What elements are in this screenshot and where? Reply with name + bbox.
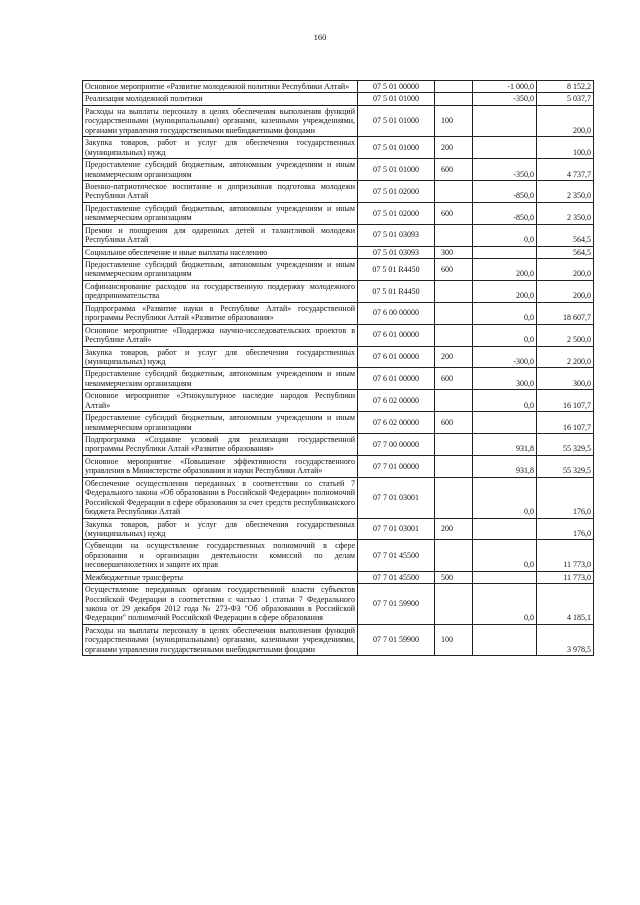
row-change-amount-cell: 0,0 <box>473 224 537 246</box>
row-name-cell: Премии и поощрения для одаренных детей и талантливой молодежи Республики Алтай <box>83 224 358 246</box>
row-total-amount-cell: 100,0 <box>537 137 594 159</box>
row-change-amount-cell: -850,0 <box>473 180 537 202</box>
row-name-cell: Закупка товаров, работ и услуг для обеспечения государственных (муниципальных) нужд <box>83 137 358 159</box>
budget-table-body <box>83 81 594 656</box>
table-row <box>83 224 594 246</box>
row-change-amount-cell <box>473 624 537 655</box>
row-name-cell: Закупка товаров, работ и услуг для обеспечения государственных (муниципальных) нужд <box>83 518 358 540</box>
row-change-amount-cell <box>473 105 537 136</box>
table-row <box>83 412 594 434</box>
row-code-cell: 07 6 00 00000 <box>358 302 435 324</box>
row-expense-type-cell <box>435 324 473 346</box>
table-row <box>83 571 594 583</box>
row-code-cell: 07 6 02 00000 <box>358 412 435 434</box>
row-expense-type-cell: 600 <box>435 159 473 181</box>
row-change-amount-cell: 931,8 <box>473 434 537 456</box>
row-expense-type-cell <box>435 81 473 93</box>
row-name-cell: Предоставление субсидий бюджетным, автономным учреждениям и иным некоммерческим организациям <box>83 259 358 281</box>
row-expense-type-cell: 600 <box>435 202 473 224</box>
row-total-amount-cell: 2 200,0 <box>537 346 594 368</box>
row-code-cell: 07 5 01 02000 <box>358 180 435 202</box>
row-code-cell: 07 7 01 03001 <box>358 477 435 518</box>
row-name-cell: Закупка товаров, работ и услуг для обеспечения государственных (муниципальных) нужд <box>83 346 358 368</box>
row-total-amount-cell: 11 773,0 <box>537 571 594 583</box>
row-name-cell: Подпрограмма «Создание условий для реализации государственной программы Республики Алтай «Развитие образования» <box>83 434 358 456</box>
row-change-amount-cell: 0,0 <box>473 302 537 324</box>
row-change-amount-cell <box>473 571 537 583</box>
row-expense-type-cell <box>435 455 473 477</box>
row-name-cell: Межбюджетные трансферты <box>83 571 358 583</box>
row-change-amount-cell: 931,8 <box>473 455 537 477</box>
row-change-amount-cell <box>473 412 537 434</box>
table-row <box>83 540 594 571</box>
row-total-amount-cell: 4 185,1 <box>537 584 594 625</box>
row-expense-type-cell <box>435 180 473 202</box>
row-total-amount-cell: 55 329,5 <box>537 455 594 477</box>
row-code-cell: 07 5 01 01000 <box>358 105 435 136</box>
row-name-cell: Подпрограмма «Развитие науки в Республике Алтай» государственной программы Республики Алтай «Развитие образования» <box>83 302 358 324</box>
row-code-cell: 07 6 01 00000 <box>358 368 435 390</box>
row-total-amount-cell: 11 773,0 <box>537 540 594 571</box>
row-expense-type-cell: 200 <box>435 137 473 159</box>
row-total-amount-cell: 200,0 <box>537 105 594 136</box>
row-expense-type-cell: 600 <box>435 368 473 390</box>
row-name-cell: Субвенции на осуществление государственных полномочий в сфере образования и организации деятельности комиссий по делам несовершеннолетних и защите их прав <box>83 540 358 571</box>
row-change-amount-cell: 0,0 <box>473 477 537 518</box>
row-total-amount-cell: 564,5 <box>537 224 594 246</box>
table-row <box>83 93 594 105</box>
table-row <box>83 584 594 625</box>
row-name-cell: Основное мероприятие «Повышение эффективности государственного управления в Министерстве образования и науки Республики Алтай» <box>83 455 358 477</box>
table-row <box>83 368 594 390</box>
row-name-cell: Основное мероприятие «Этнокультурное наследие народов Республики Алтай» <box>83 390 358 412</box>
table-row <box>83 624 594 655</box>
row-total-amount-cell: 176,0 <box>537 477 594 518</box>
row-total-amount-cell: 18 607,7 <box>537 302 594 324</box>
row-expense-type-cell: 100 <box>435 624 473 655</box>
table-row <box>83 477 594 518</box>
row-change-amount-cell: -350,0 <box>473 159 537 181</box>
row-expense-type-cell <box>435 434 473 456</box>
row-expense-type-cell <box>435 302 473 324</box>
row-expense-type-cell: 100 <box>435 105 473 136</box>
row-change-amount-cell: 300,0 <box>473 368 537 390</box>
table-row <box>83 105 594 136</box>
row-code-cell: 07 5 01 01000 <box>358 159 435 181</box>
row-expense-type-cell: 500 <box>435 571 473 583</box>
table-row <box>83 246 594 258</box>
row-name-cell: Предоставление субсидий бюджетным, автономным учреждениям и иным некоммерческим организациям <box>83 368 358 390</box>
budget-table <box>82 80 594 656</box>
row-total-amount-cell: 3 978,5 <box>537 624 594 655</box>
table-row <box>83 346 594 368</box>
row-change-amount-cell: 0,0 <box>473 390 537 412</box>
row-change-amount-cell: -1 000,0 <box>473 81 537 93</box>
row-total-amount-cell: 200,0 <box>537 259 594 281</box>
row-code-cell: 07 6 02 00000 <box>358 390 435 412</box>
row-expense-type-cell: 600 <box>435 259 473 281</box>
row-change-amount-cell: 0,0 <box>473 324 537 346</box>
row-code-cell: 07 5 01 01000 <box>358 93 435 105</box>
row-total-amount-cell: 176,0 <box>537 518 594 540</box>
page-number: 160 <box>313 32 327 42</box>
row-change-amount-cell: 0,0 <box>473 584 537 625</box>
row-name-cell: Основное мероприятие «Поддержка научно-исследовательских проектов в Республике Алтай» <box>83 324 358 346</box>
row-code-cell: 07 5 01 R4450 <box>358 259 435 281</box>
row-name-cell: Осуществление переданных органам государственной власти субъектов Российской Федерации в соответствии с частью 1 статьи 7 Федерального закона от 29 декабря 2012 года № 273-ФЗ "Об образовании в Российской Федерации" полномочий Российской Федерации в сфере образования <box>83 584 358 625</box>
row-name-cell: Основное мероприятие «Развитие молодежной политики Республики Алтай» <box>83 81 358 93</box>
row-expense-type-cell: 300 <box>435 246 473 258</box>
row-change-amount-cell: 0,0 <box>473 540 537 571</box>
row-name-cell: Социальное обеспечение и иные выплаты населению <box>83 246 358 258</box>
row-name-cell: Предоставление субсидий бюджетным, автономным учреждениям и иным некоммерческим организациям <box>83 202 358 224</box>
row-code-cell: 07 7 00 00000 <box>358 434 435 456</box>
row-code-cell: 07 7 01 45500 <box>358 540 435 571</box>
row-expense-type-cell: 200 <box>435 346 473 368</box>
row-code-cell: 07 5 01 R4450 <box>358 280 435 302</box>
table-row <box>83 280 594 302</box>
row-code-cell: 07 7 01 00000 <box>358 455 435 477</box>
row-code-cell: 07 7 01 59900 <box>358 624 435 655</box>
row-total-amount-cell: 5 037,7 <box>537 93 594 105</box>
row-total-amount-cell: 300,0 <box>537 368 594 390</box>
table-row <box>83 159 594 181</box>
row-total-amount-cell: 16 107,7 <box>537 390 594 412</box>
row-expense-type-cell <box>435 584 473 625</box>
row-change-amount-cell: -850,0 <box>473 202 537 224</box>
row-total-amount-cell: 2 350,0 <box>537 202 594 224</box>
row-code-cell: 07 5 01 00000 <box>358 81 435 93</box>
row-change-amount-cell: 200,0 <box>473 280 537 302</box>
row-change-amount-cell: 200,0 <box>473 259 537 281</box>
row-total-amount-cell: 200,0 <box>537 280 594 302</box>
row-code-cell: 07 6 01 00000 <box>358 346 435 368</box>
row-expense-type-cell <box>435 477 473 518</box>
row-code-cell: 07 7 01 45500 <box>358 571 435 583</box>
table-row <box>83 434 594 456</box>
row-name-cell: Реализация молодежной политики <box>83 93 358 105</box>
row-code-cell: 07 5 01 01000 <box>358 137 435 159</box>
row-code-cell: 07 5 01 03093 <box>358 246 435 258</box>
row-name-cell: Обеспечение осуществления переданных в соответствии со статьей 7 Федерального закона «Об образовании в Российской Федерации» полномочий Российской Федерации в сфере образования за счет средств республиканского бюджета Республики Алтай <box>83 477 358 518</box>
table-row <box>83 518 594 540</box>
row-name-cell: Предоставление субсидий бюджетным, автономным учреждениям и иным некоммерческим организациям <box>83 159 358 181</box>
row-name-cell: Расходы на выплаты персоналу в целях обеспечения выполнения функций государственными (муниципальными) органами, казенными учреждениями, органами управления государственными внебюджетными фондами <box>83 624 358 655</box>
row-code-cell: 07 5 01 03093 <box>358 224 435 246</box>
row-change-amount-cell <box>473 246 537 258</box>
row-expense-type-cell <box>435 280 473 302</box>
row-change-amount-cell <box>473 518 537 540</box>
row-expense-type-cell <box>435 390 473 412</box>
table-row <box>83 455 594 477</box>
table-row <box>83 180 594 202</box>
row-code-cell: 07 7 01 03001 <box>358 518 435 540</box>
row-name-cell: Софинансирование расходов на государственную поддержку молодежного предпринимательства <box>83 280 358 302</box>
row-code-cell: 07 5 01 02000 <box>358 202 435 224</box>
row-change-amount-cell <box>473 137 537 159</box>
row-change-amount-cell: -300,0 <box>473 346 537 368</box>
row-name-cell: Предоставление субсидий бюджетным, автономным учреждениям и иным некоммерческим организациям <box>83 412 358 434</box>
row-change-amount-cell: -350,0 <box>473 93 537 105</box>
row-total-amount-cell: 55 329,5 <box>537 434 594 456</box>
row-expense-type-cell: 200 <box>435 518 473 540</box>
table-row <box>83 324 594 346</box>
row-expense-type-cell: 600 <box>435 412 473 434</box>
row-total-amount-cell: 8 152,2 <box>537 81 594 93</box>
table-row <box>83 259 594 281</box>
row-total-amount-cell: 564,5 <box>537 246 594 258</box>
table-row <box>83 202 594 224</box>
row-total-amount-cell: 16 107,7 <box>537 412 594 434</box>
row-name-cell: Военно-патриотическое воспитание и допризывная подготовка молодежи Республики Алтай <box>83 180 358 202</box>
row-total-amount-cell: 4 737,7 <box>537 159 594 181</box>
table-row <box>83 81 594 93</box>
row-expense-type-cell <box>435 540 473 571</box>
row-name-cell: Расходы на выплаты персоналу в целях обеспечения выполнения функций государственными (муниципальными) органами, казенными учреждениями, органами управления государственными внебюджетными фондами <box>83 105 358 136</box>
row-code-cell: 07 7 01 59900 <box>358 584 435 625</box>
table-row <box>83 137 594 159</box>
table-row <box>83 302 594 324</box>
row-total-amount-cell: 2 350,0 <box>537 180 594 202</box>
row-total-amount-cell: 2 500,0 <box>537 324 594 346</box>
table-row <box>83 390 594 412</box>
row-expense-type-cell <box>435 224 473 246</box>
row-code-cell: 07 6 01 00000 <box>358 324 435 346</box>
row-expense-type-cell <box>435 93 473 105</box>
